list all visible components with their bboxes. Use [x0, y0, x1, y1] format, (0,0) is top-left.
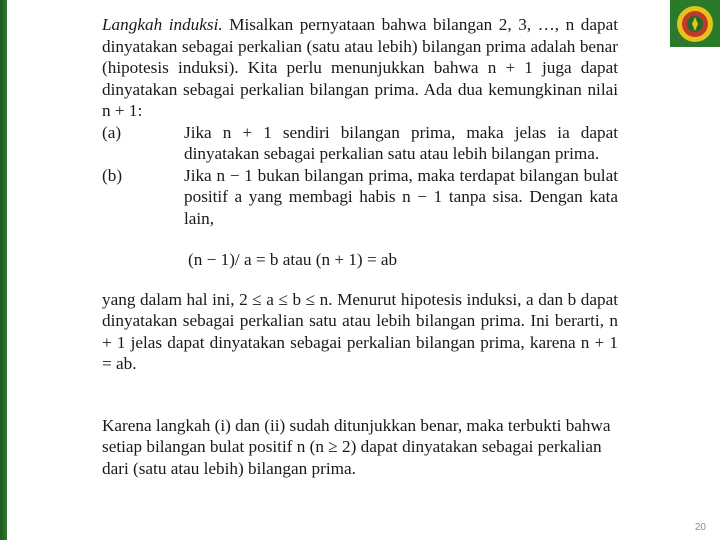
page-number: 20	[694, 522, 706, 533]
induction-step-paragraph	[102, 14, 618, 122]
step-heading: Langkah induksi.	[102, 15, 223, 34]
logo-emblem-icon	[675, 4, 715, 44]
case-b-text: Jika n − 1 bukan bilangan prima, maka terdapat bilangan bulat positif a yang membagi habis n − 1 tanpa sisa. Dengan kata lain,	[184, 165, 618, 228]
slide-content	[102, 14, 618, 479]
conclusion-paragraph: Karena langkah (i) dan (ii) sudah ditunjukkan benar, maka terbukti bahwa setiap bilangan bulat positif n (n ≥ 2) dapat dinyatakan sebagai perkalian dari (satu atau lebih) bilangan prima.	[102, 415, 611, 478]
case-a-label: (a)	[102, 122, 122, 142]
left-accent-bar	[0, 0, 7, 540]
continuation-paragraph: yang dalam hal ini, 2 ≤ a ≤ b ≤ n. Menurut hipotesis induksi, a dan b dapat dinyatakan sebagai perkalian satu atau lebih bilangan prima. Ini berarti, n + 1 jelas dapat dinyatakan sebagai perkalian bilangan prima, karena n + 1 = ab.	[102, 289, 618, 373]
university-logo	[670, 0, 720, 47]
step-intro: Misalkan pernyataan bahwa bilangan 2, 3, …, n dapat dinyatakan sebagai perkalian (satu atau lebih) bilangan prima adalah benar (hipotesis induksi). Kita perlu menunjukkan bahwa n + 1 juga dapat dinyatakan sebagai perkalian bilangan prima. Ada dua kemungkinan nilai n + 1:	[102, 15, 619, 120]
case-b-label: (b)	[102, 165, 123, 185]
case-a-text: Jika n + 1 sendiri bilangan prima, maka jelas ia dapat dinyatakan sebagai perkalian satu atau lebih bilangan prima.	[184, 122, 618, 163]
formula: (n − 1)/ a = b atau (n + 1) = ab	[188, 250, 398, 269]
case-a	[102, 122, 618, 165]
case-b	[102, 165, 618, 230]
